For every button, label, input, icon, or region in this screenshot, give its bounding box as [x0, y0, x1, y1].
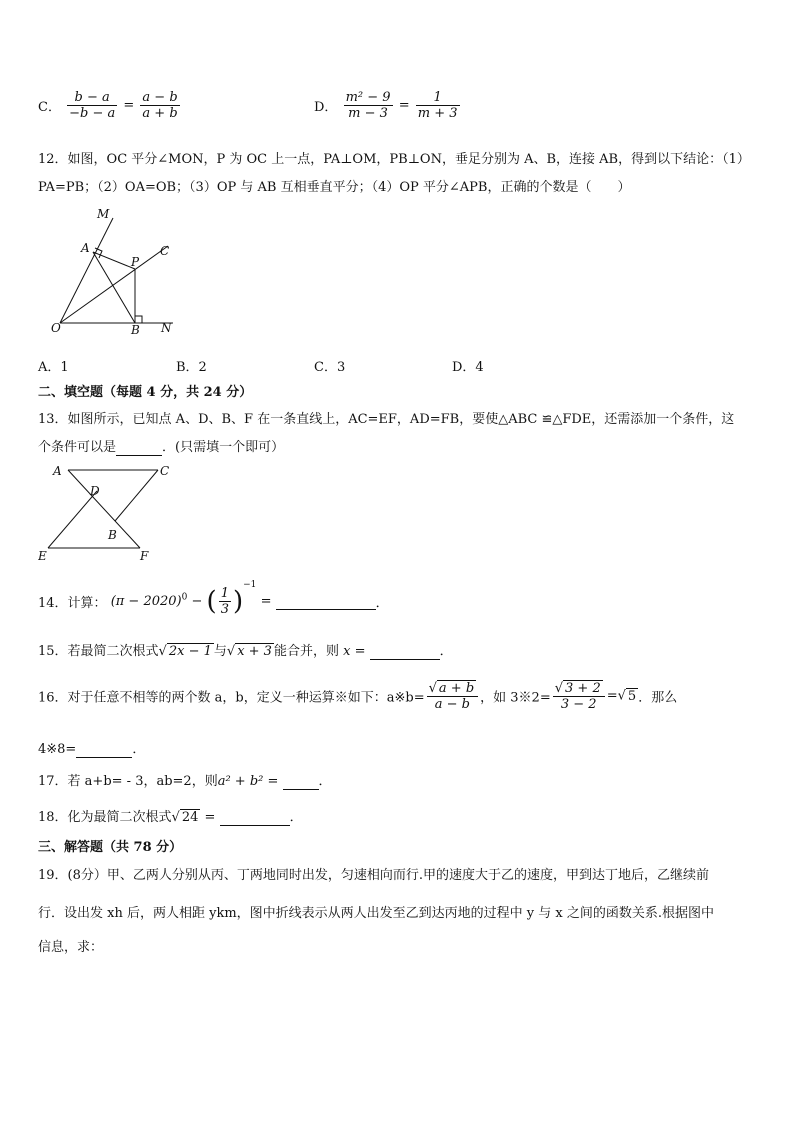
- fig12-label-o: O: [51, 321, 61, 335]
- q11-option-c: C． $\frac{b - a}{-b - a}$ = $\frac{a - b}{a + b}$: [38, 90, 178, 121]
- q16-answer-blank[interactable]: [76, 742, 132, 758]
- q14-answer-blank[interactable]: [276, 594, 376, 610]
- q12-option-c: C．3: [314, 360, 346, 375]
- q18-radicand: 24: [181, 810, 199, 825]
- fig12-label-p: P: [131, 255, 140, 269]
- fig13-label-d: D: [90, 484, 100, 498]
- q14-fraction: $\frac{1}{3}$: [220, 586, 229, 617]
- fig13-label-b: B: [108, 528, 117, 542]
- option-d-label: D．: [314, 100, 338, 115]
- q12-option-b: B．2: [176, 360, 207, 375]
- q16-example-fraction: $\frac{√ 3 + 2}{3 - 2}$: [553, 680, 605, 712]
- fig12-label-c: C: [160, 244, 170, 258]
- option-c-lhs-fraction: $\frac{b - a}{-b - a}$: [69, 90, 116, 121]
- q16-line1: 16．对于任意不相等的两个数 a，b，定义一种运算※如下：a※b= $\frac{√ a + b}{a - b}$ ，如 3※2= $\frac{√ 3 + 2}{3 - 2}$ =√ 5 ．那么: [38, 681, 678, 712]
- q19-line3: 信息，求：: [38, 940, 104, 955]
- q19-line2: 行．设出发 xh 后，两人相距 ykm，图中折线表示从两人出发至乙到达丙地的过程中 y 与 x 之间的函数关系.根据图中: [38, 906, 714, 921]
- fig13-label-f: F: [140, 549, 149, 563]
- q18: 18．化为最简二次根式√ 24 = ．: [38, 810, 303, 825]
- q13-figure: [38, 458, 178, 568]
- option-c-rhs-fraction: $\frac{a - b}{a + b}$: [142, 90, 178, 121]
- option-c-label: C．: [38, 100, 61, 115]
- q17: 17．若 a+b= - 3，ab=2，则a² + b² = ．: [38, 774, 332, 789]
- option-d-rhs-fraction: $\frac{1}{m + 3}$: [417, 90, 458, 121]
- q12-option-d: D．4: [452, 360, 484, 375]
- section-2-heading: 二、填空题（每题 4 分，共 24 分）: [38, 385, 253, 400]
- q16-line2: 4※8= ．: [38, 742, 146, 757]
- q12-line1: 12．如图，OC 平分∠MON，P 为 OC 上一点，PA⊥OM，PB⊥ON，垂足分别为 A、B，连接 AB，得到以下结论：（1）: [38, 152, 750, 167]
- q15: 15．若最简二次根式√ 2x − 1 与√ x + 3 能合并，则 x = ．: [38, 644, 453, 659]
- q13-line2: 个条件可以是 ．(只需填一个即可）: [38, 440, 285, 455]
- q12-figure: [45, 200, 185, 340]
- q15-answer-blank[interactable]: [370, 644, 440, 660]
- fig13-label-e: E: [38, 549, 47, 563]
- fig12-label-n: N: [161, 321, 172, 335]
- fig12-label-m: M: [97, 207, 110, 221]
- q16-definition-fraction: $\frac{√ a + b}{a - b}$: [427, 680, 479, 712]
- q13-line1: 13．如图所示，已知点 A、D、B、F 在一条直线上，AC=EF，AD=FB，要使△ABC ≌△FDE，还需添加一个条件，这: [38, 412, 735, 427]
- q14: 14．计算： $(\pi - 2020)^0$ − ( $\frac{1}{3}$ )$^{-1}$ = ．: [38, 580, 389, 617]
- q15-radicand-1: 2x − 1: [168, 644, 212, 659]
- fig13-label-c: C: [160, 464, 170, 478]
- section-3-heading: 三、解答题（共 78 分）: [38, 840, 183, 855]
- fig12-label-b: B: [131, 323, 140, 337]
- q15-radicand-2: x + 3: [237, 644, 272, 659]
- q13-answer-blank[interactable]: [116, 440, 162, 456]
- fig12-label-a: A: [81, 241, 90, 255]
- q12-line2: PA=PB；（2）OA=OB；（3）OP 与 AB 互相垂直平分；（4）OP 平分∠APB，正确的个数是（ ）: [38, 180, 631, 195]
- q17-answer-blank[interactable]: [283, 774, 319, 790]
- q18-answer-blank[interactable]: [220, 810, 290, 826]
- option-d-lhs-fraction: $\frac{\text{m² − 9}}{m - 3}$: [345, 90, 391, 121]
- fig13-label-a: A: [53, 464, 62, 478]
- q11-option-d: D． $\frac{\text{m² − 9}}{m - 3}$ = $\frac{1}{m + 3}$: [314, 90, 458, 121]
- q19-line1: 19．(8分）甲、乙两人分别从丙、丁两地同时出发，匀速相向而行.甲的速度大于乙的速度，甲到达丁地后，乙继续前: [38, 868, 710, 883]
- q12-option-a: A．1: [38, 360, 69, 375]
